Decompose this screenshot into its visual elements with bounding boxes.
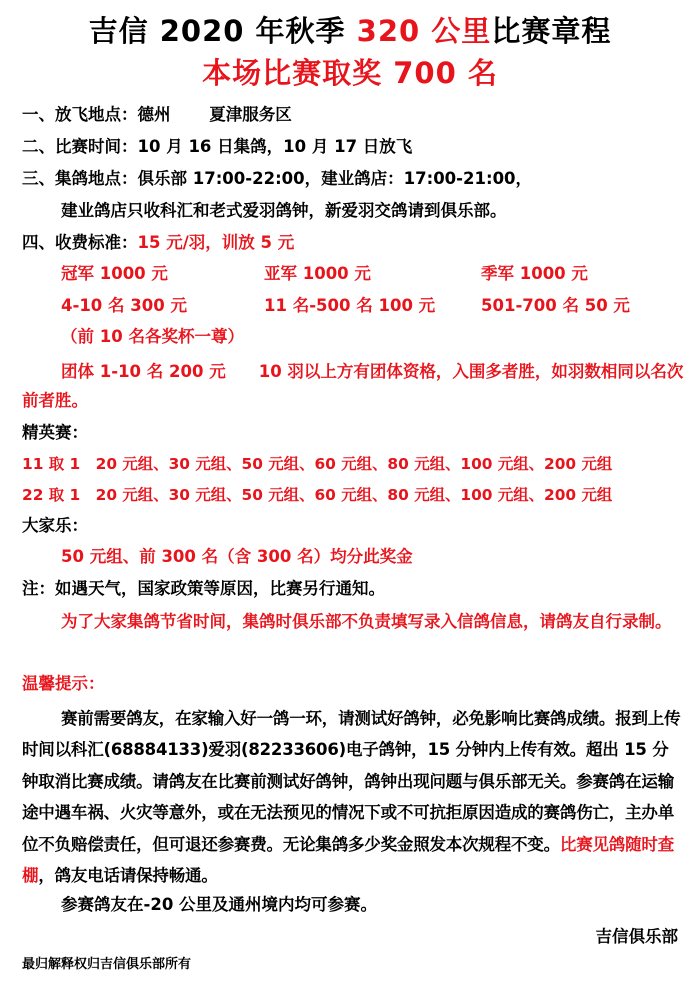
fee-label: 四、收费标准： [22,233,138,252]
dajiale-label: 大家乐： [22,516,88,535]
prize-third: 季军 1000 元 [481,264,588,283]
reminder-paragraph [22,703,684,891]
collection-location: 三、集鸽地点：俱乐部 17:00-22:00，建业鸽店：17:00-21:00， [22,169,533,188]
fee-standard [22,232,684,254]
title-part-1: 吉信 2020 年秋季 [88,14,346,48]
eligibility-note: 参赛鸽友在-20 公里及通州境内均可参赛。 [61,895,378,914]
prize-rank-11-500: 11 名-500 名 100 元 [264,296,436,315]
page-title [0,12,700,50]
reminder-inspection: 比赛见鸽随时查棚 [22,834,675,886]
elite-row-22: 22 取 1 20 元组、30 元组、50 元组、60 元组、80 元组、100 元组、200 元组 [22,486,613,504]
collection-note: 建业鸽店只收科汇和老式爱羽鸽钟，新爱羽交鸽请到俱乐部。 [61,201,507,220]
dajiale-text: 50 元组、前 300 名（含 300 名）均分此奖金 [61,547,413,566]
prize-row-1 [61,263,684,285]
page-subtitle: 本场比赛取奖 700 名 [202,56,498,90]
reminder-label: 温馨提示： [22,674,105,693]
prize-champion: 冠军 1000 元 [61,264,168,283]
team-prize: 团体 1-10 名 200 元 10 羽以上方有团体资格，入围多者胜，如羽数相同以名次前者胜。 [22,362,684,410]
fee-value: 15 元/羽，训放 5 元 [137,233,295,252]
reminder-text-end: ，鸽友电话请保持畅通。 [38,866,218,886]
reminder-text: 赛前需要鸽友，在家输入好一鸽一环，请测试好鸽钟，必免影响比赛鸽成绩。报到上传时间以科汇(68884133)爱羽(82233606)电子鸽钟，15 分钟内上传有效。超出 15 分钟取消比赛成绩。请鸽友在比赛前测试好鸽钟，鸽钟出现问题与俱乐部无关。参赛鸽在运输途中遇车祸、火灾等意外，或在无法预见的情况下或不可抗拒原因造成的赛鸽伤亡，主办单位不负赔偿责任，但可退还参赛费。无论集鸽多少奖金照发本次规程不变。 [22,709,681,854]
signature: 吉信俱乐部 [595,927,678,946]
trophy-note: （前 10 名各奖杯一尊） [61,327,244,346]
prize-row-2 [61,295,684,317]
footer-rights: 最归解释权归吉信俱乐部所有 [22,957,192,972]
self-entry-note: 为了大家集鸽节省时间，集鸽时俱乐部不负责填写录入信鸽信息，请鸽友自行录制。 [61,612,672,631]
elite-label: 精英赛： [22,423,88,442]
race-time: 二、比赛时间：10 月 16 日集鸽，10 月 17 日放飞 [22,137,413,156]
elite-row-11: 11 取 1 20 元组、30 元组、50 元组、60 元组、80 元组、100 元组、200 元组 [22,455,613,473]
weather-note: 注：如遇天气，国家政策等原因，比赛另行通知。 [22,579,385,598]
title-part-3: 比赛章程 [491,14,612,48]
prize-rank-501-700: 501-700 名 50 元 [481,296,630,315]
title-distance: 320 公里 [356,14,492,48]
prize-runner-up: 亚军 1000 元 [264,264,371,283]
release-location: 一、放飞地点：德州 夏津服务区 [22,105,292,124]
prize-rank-4-10: 4-10 名 300 元 [61,296,187,315]
